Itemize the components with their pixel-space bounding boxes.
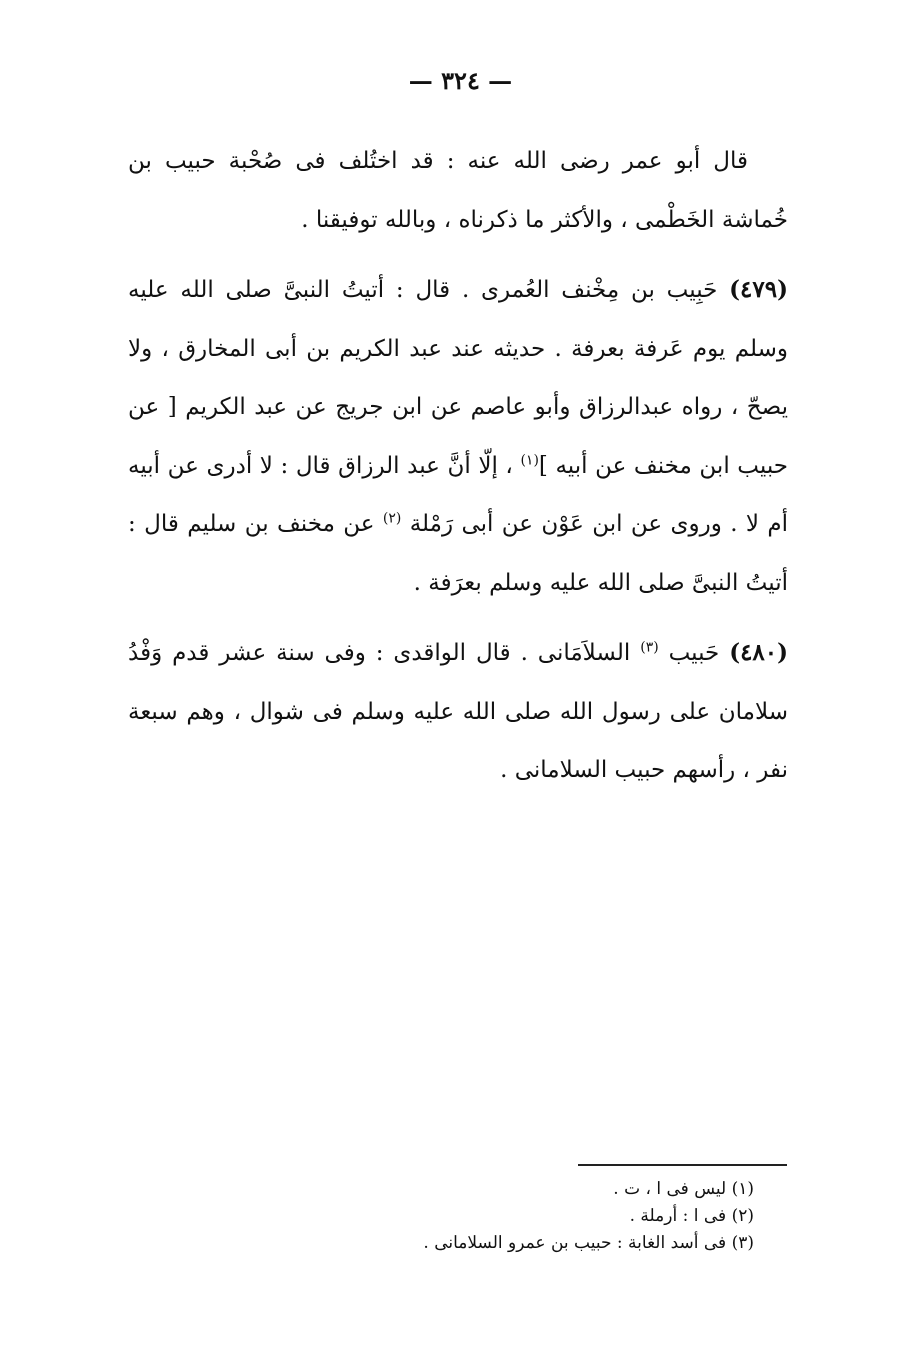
entry-480-number: (٤٨٠) — [729, 639, 789, 666]
footnote-3: (٣) فى أسد الغابة : حبيب بن عمرو السلامانى . — [423, 1233, 754, 1253]
page-number: — ٣٢٤ — — [408, 66, 513, 95]
entry-480-text: حَبيب — [668, 640, 720, 666]
entry-479-number: (٤٧٩) — [729, 276, 788, 303]
footnote-2: (٢) فى ا : أرملة . — [629, 1206, 754, 1226]
entry-479-text-2: ، إلّا أنَّ عبد الرزاق قال : لا أدرى عن أبيه أم لا . وروى عن ابن عَوْن عن أبى رَمْلة — [128, 452, 789, 537]
footnotes — [300, 1176, 754, 1257]
footnote-ref-2: (٢) — [382, 510, 402, 527]
footnote-1: (١) ليس فى ا ، ت . — [613, 1179, 754, 1199]
paragraph-intro — [128, 132, 788, 249]
entry-479-text-3: عن مخنف بن سليم قال : أتيتُ النبىَّ صلى الله عليه وسلم بعرَفة . — [128, 511, 788, 596]
entry-479-text: حَبِيب بن مِخْنف العُمرى . قال : أتيتُ النبىَّ صلى الله عليه وسلم يوم عَرفة بعرفة . حديثه عند عبد الكريم بن أبى المخارق ، ولا يصحّ ، رواه عبدالرزاق وأبو عاصم عن ابن جريج عن عبد الكريم [ عن حبيب ابن مخنف عن أبيه ] — [128, 277, 788, 479]
entry-480-text-2: السلاَمَانى . قال الواقدى : وفى سنة عشر قدم وَفْدُ سلامان على رسول الله صلى الله عليه وسلم فى شوال ، وهم سبعة نفر ، رأسهم حبيب السلامانى . — [128, 640, 788, 783]
entry-480 — [128, 624, 788, 800]
entry-479 — [128, 261, 788, 612]
paragraph-intro-text: قال أبو عمر رضى الله عنه : قد اختُلف فى صُحْبة حبيب بن خُماشة الخَطْمى ، والأكثر ما ذكرناه ، وبالله توفيقنا . — [128, 148, 788, 233]
main-text — [128, 132, 788, 800]
footnote-ref-3: (٣) — [640, 639, 659, 656]
footnote-divider — [578, 1164, 787, 1166]
footnote-ref-1: (١) — [520, 451, 539, 468]
